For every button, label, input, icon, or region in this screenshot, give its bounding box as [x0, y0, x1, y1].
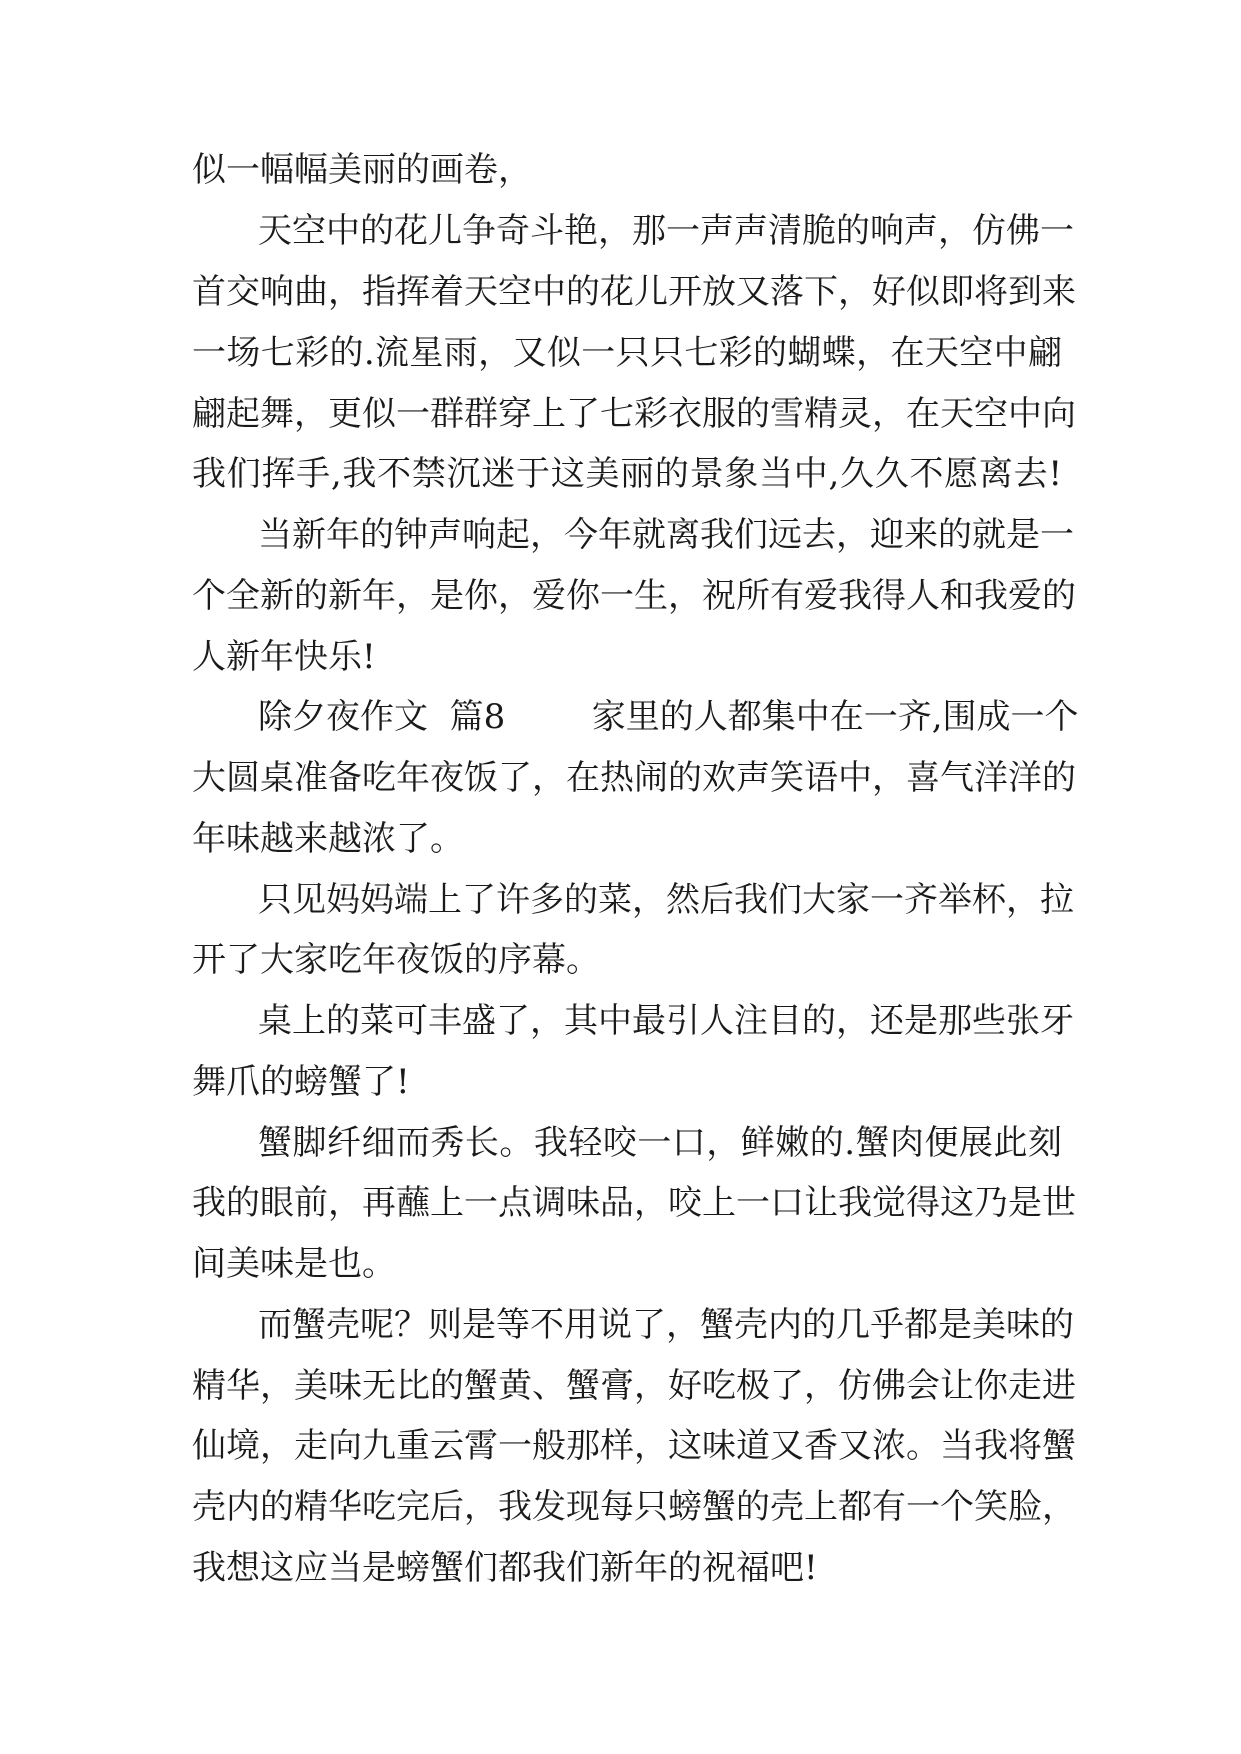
- text-line: 我想这应当是螃蟹们都我们新年的祝福吧!: [192, 1548, 818, 1588]
- text-line: 当新年的钟声响起，今年就离我们远去，迎来的就是一: [258, 515, 1074, 555]
- text-line: 舞爪的螃蟹了!: [192, 1062, 410, 1102]
- text-line: 年味越来越浓了。: [192, 819, 464, 859]
- text-line: 蟹脚纤细而秀长。我轻咬一口，鲜嫩的.蟹肉便展此刻: [258, 1123, 1062, 1163]
- text-line: 开了大家吃年夜饭的序幕。: [192, 940, 600, 980]
- text-line: 翩起舞，更似一群群穿上了七彩衣服的雪精灵，在天空中向: [192, 394, 1076, 434]
- text-line: 只见妈妈端上了许多的菜，然后我们大家一齐举杯，拉: [258, 880, 1074, 920]
- text-line: 而蟹壳呢？则是等不用说了，蟹壳内的几乎都是美味的: [258, 1305, 1074, 1345]
- text-line: 除夕夜作文 篇8 家里的人都集中在一齐,围成一个: [258, 697, 1079, 737]
- text-line: 仙境，走向九重云霄一般那样，这味道又香又浓。当我将蟹: [192, 1426, 1076, 1466]
- text-line: 人新年快乐!: [192, 637, 376, 677]
- text-line: 间美味是也。: [192, 1244, 396, 1284]
- text-line: 精华，美味无比的蟹黄、蟹膏，好吃极了，仿佛会让你走进: [192, 1366, 1076, 1406]
- text-line: 桌上的菜可丰盛了，其中最引人注目的，还是那些张牙: [258, 1001, 1074, 1041]
- text-line: 大圆桌准备吃年夜饭了，在热闹的欢声笑语中，喜气洋洋的: [192, 758, 1076, 798]
- text-line: 我们挥手,我不禁沉迷于这美丽的景象当中,久久不愿离去!: [192, 454, 1062, 494]
- text-line: 个全新的新年，是你，爱你一生，祝所有爱我得人和我爱的: [192, 576, 1076, 616]
- text-line: 天空中的花儿争奇斗艳，那一声声清脆的响声，仿佛一: [258, 211, 1074, 251]
- text-line: 首交响曲，指挥着天空中的花儿开放又落下，好似即将到来: [192, 272, 1076, 312]
- text-line: 一场七彩的.流星雨，又似一只只七彩的蝴蝶，在天空中翩: [192, 333, 1062, 373]
- text-line: 壳内的精华吃完后，我发现每只螃蟹的壳上都有一个笑脸，: [192, 1487, 1076, 1527]
- text-line: 我的眼前，再蘸上一点调味品，咬上一口让我觉得这乃是世: [192, 1183, 1076, 1223]
- text-line: 似一幅幅美丽的画卷，: [192, 150, 532, 190]
